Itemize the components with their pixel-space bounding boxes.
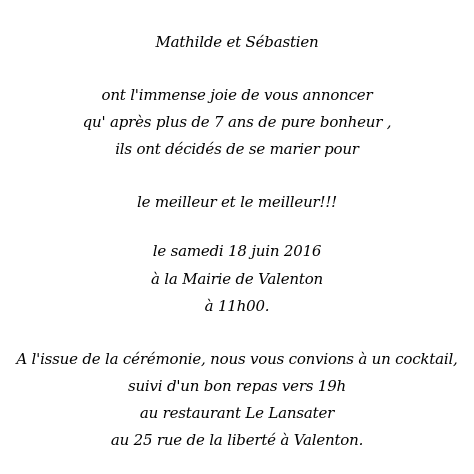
announce-line: ils ont décidés de se marier pour — [115, 140, 359, 158]
date-line: le samedi 18 juin 2016 — [152, 242, 322, 260]
reception-line: au 25 rue de la liberté à Valenton. — [110, 431, 364, 449]
motto-line: le meilleur et le meilleur!!! — [136, 193, 337, 211]
reception-line: suivi d'un bon repas vers 19h — [127, 377, 347, 395]
announce-line: qu' après plus de 7 ans de pure bonheur , — [82, 113, 392, 131]
venue-line: à la Mairie de Valenton — [150, 270, 324, 288]
reception-line: A l'issue de la cérémonie, nous vous convions à un cocktail, — [16, 350, 458, 368]
announce-line: ont l'immense joie de vous annoncer — [101, 86, 373, 104]
reception-line: au restaurant Le Lansater — [139, 404, 335, 422]
time-line: à 11h00. — [204, 297, 270, 315]
couple-names: Mathilde et Sébastien — [155, 33, 319, 51]
